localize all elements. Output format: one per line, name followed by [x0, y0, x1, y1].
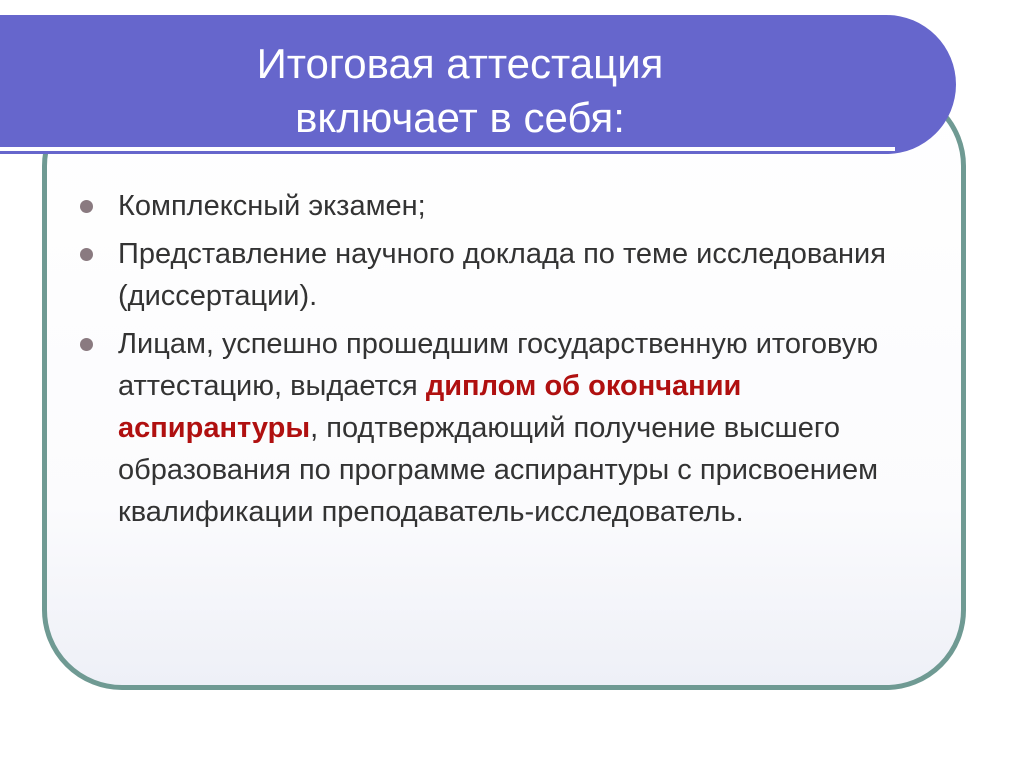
- bullet-item-report: [80, 233, 910, 317]
- bullet-text: Представление научного доклада по теме исследования (диссертации).: [118, 238, 886, 312]
- diploma-highlight: диплом об окончании аспирантуры: [118, 370, 742, 444]
- bullet-text: Комплексный экзамен;: [118, 190, 426, 222]
- title-line-1: Итоговая аттестация: [256, 40, 664, 87]
- bullet-item-diploma: [80, 323, 910, 533]
- bullet-icon: [80, 338, 93, 351]
- bullet-text-before: Лицам, успешно прошедшим государственную итоговую аттестацию, выдается: [118, 328, 879, 402]
- bullet-icon: [80, 200, 93, 213]
- title-banner: [0, 15, 956, 154]
- bullet-item-exam: [80, 185, 910, 227]
- title-line-2: включает в себя:: [295, 94, 625, 141]
- bullet-text-after: , подтверждающий получение высшего образования по программе аспирантуры с присвоением квалификации преподаватель-исследователь.: [118, 412, 879, 528]
- bullet-icon: [80, 248, 93, 261]
- bullet-list: [80, 185, 910, 539]
- title-underline: [0, 147, 895, 151]
- slide-title: [0, 37, 930, 145]
